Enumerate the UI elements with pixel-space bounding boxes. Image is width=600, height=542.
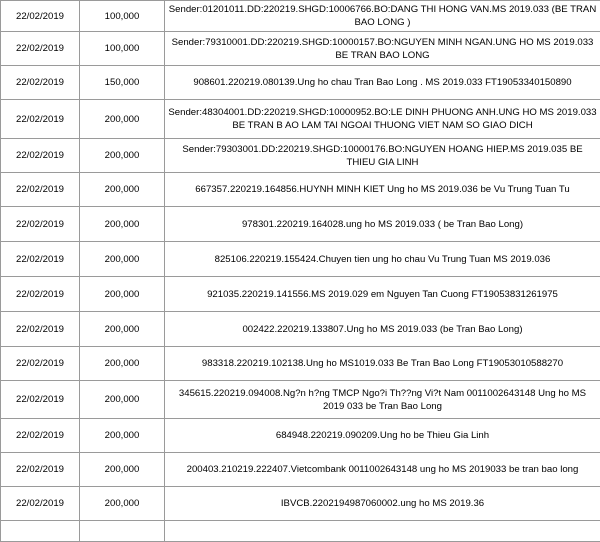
- description-cell: 345615.220219.094008.Ng?n h?ng TMCP Ngo?i Th??ng Vi?t Nam 0011002643148 Ung ho MS 2019 033 be Tran Bao Long: [165, 381, 600, 419]
- description-cell: 667357.220219.164856.HUYNH MINH KIET Ung ho MS 2019.036 be Vu Trung Tuan Tu: [165, 173, 600, 207]
- description-cell: Sender:79310001.DD:220219.SHGD:10000157.BO:NGUYEN MINH NGAN.UNG HO MS 2019.033 BE TRAN BAO LONG: [165, 32, 600, 66]
- date-cell: 22/02/2019: [1, 1, 80, 32]
- amount-cell: 200,000: [80, 312, 165, 347]
- description-cell: 200403.210219.222407.Vietcombank 0011002643148 ung ho MS 2019033 be tran bao long: [165, 453, 600, 487]
- date-cell: 22/02/2019: [1, 173, 80, 207]
- date-cell: 22/02/2019: [1, 277, 80, 312]
- description-cell: 825106.220219.155424.Chuyen tien ung ho chau Vu Trung Tuan MS 2019.036: [165, 242, 600, 277]
- description-cell: 983318.220219.102138.Ung ho MS1019.033 Be Tran Bao Long FT19053010588270: [165, 347, 600, 381]
- date-cell: 22/02/2019: [1, 347, 80, 381]
- table-row: [1, 32, 600, 66]
- table-row: [1, 312, 600, 347]
- date-cell: 22/02/2019: [1, 487, 80, 521]
- description-cell: 921035.220219.141556.MS 2019.029 em Nguyen Tan Cuong FT19053831261975: [165, 277, 600, 312]
- amount-cell: [80, 521, 165, 542]
- table-row: [1, 453, 600, 487]
- table-row: [1, 1, 600, 32]
- description-cell: Sender:79303001.DD:220219.SHGD:10000176.BO:NGUYEN HOANG HIEP.MS 2019.035 BE THIEU GIA LINH: [165, 139, 600, 173]
- table-row: [1, 242, 600, 277]
- table-row: [1, 521, 600, 542]
- description-cell: 908601.220219.080139.Ung ho chau Tran Bao Long . MS 2019.033 FT19053340150890: [165, 66, 600, 100]
- table-row: [1, 347, 600, 381]
- amount-cell: 200,000: [80, 453, 165, 487]
- amount-cell: 100,000: [80, 1, 165, 32]
- table-row: [1, 139, 600, 173]
- amount-cell: 200,000: [80, 277, 165, 312]
- table-row: [1, 487, 600, 521]
- date-cell: 22/02/2019: [1, 453, 80, 487]
- amount-cell: 200,000: [80, 242, 165, 277]
- table-row: [1, 277, 600, 312]
- description-cell: Sender:01201011.DD:220219.SHGD:10006766.BO:DANG THI HONG VAN.MS 2019.033 (BE TRAN BAO LONG ): [165, 1, 600, 32]
- table-row: [1, 66, 600, 100]
- date-cell: 22/02/2019: [1, 381, 80, 419]
- date-cell: 22/02/2019: [1, 100, 80, 139]
- date-cell: 22/02/2019: [1, 242, 80, 277]
- description-cell: [165, 521, 600, 542]
- date-cell: 22/02/2019: [1, 32, 80, 66]
- amount-cell: 200,000: [80, 207, 165, 242]
- description-cell: 684948.220219.090209.Ung ho be Thieu Gia Linh: [165, 419, 600, 453]
- amount-cell: 200,000: [80, 100, 165, 139]
- amount-cell: 200,000: [80, 173, 165, 207]
- date-cell: 22/02/2019: [1, 66, 80, 100]
- amount-cell: 200,000: [80, 419, 165, 453]
- date-cell: [1, 521, 80, 542]
- amount-cell: 200,000: [80, 381, 165, 419]
- description-cell: Sender:48304001.DD:220219.SHGD:10000952.BO:LE DINH PHUONG ANH.UNG HO MS 2019.033 BE TRAN B AO LAM TAI NGOAI THUONG VIET NAM SO GIAO DICH: [165, 100, 600, 139]
- description-cell: IBVCB.2202194987060002.ung ho MS 2019.36: [165, 487, 600, 521]
- description-cell: 002422.220219.133807.Ung ho MS 2019.033 (be Tran Bao Long): [165, 312, 600, 347]
- date-cell: 22/02/2019: [1, 419, 80, 453]
- amount-cell: 150,000: [80, 66, 165, 100]
- date-cell: 22/02/2019: [1, 139, 80, 173]
- table-row: [1, 207, 600, 242]
- table-row: [1, 419, 600, 453]
- amount-cell: 200,000: [80, 139, 165, 173]
- table-row: [1, 173, 600, 207]
- date-cell: 22/02/2019: [1, 207, 80, 242]
- description-cell: 978301.220219.164028.ung ho MS 2019.033 ( be Tran Bao Long): [165, 207, 600, 242]
- table-row: [1, 100, 600, 139]
- amount-cell: 200,000: [80, 347, 165, 381]
- table-row: [1, 381, 600, 419]
- amount-cell: 200,000: [80, 487, 165, 521]
- date-cell: 22/02/2019: [1, 312, 80, 347]
- amount-cell: 100,000: [80, 32, 165, 66]
